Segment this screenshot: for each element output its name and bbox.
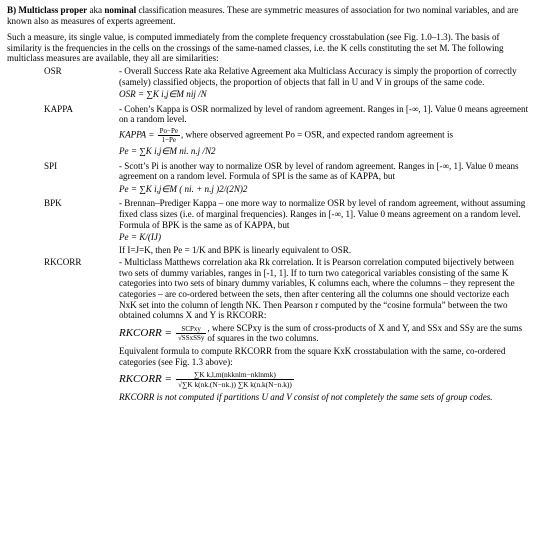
rkcorr-description: - Multiclass Matthews correlation aka Rk correlation. It is Pearson correlation computed bijectively between two sets of dummy variables, ranges in [-1, 1]. If to turn two categorical variables consisting of the same K categories into two sets of binary dummy variables, K columns each, where the columns – they represent the categories – are co-ordered between the sets, then after centering all the columns one should vectorize each NxK set into the column of length NK. Then Pearson r computed by the “cosine formula” between the two obtained columns X and Y is RKCORR: [119, 257, 515, 321]
entry-osr [7, 66, 533, 102]
rkcorr-fraction-1: $\frac{\text{SCPxy}}{\text{√SSxSSy}}$ [177, 324, 205, 342]
rkcorr-fraction-2: $\frac{\text{∑K k,l,m(nkknlm−nklnmk)}}{\text{√∑K k(nk.(N−nk.)) ∑K k(n.k(N−n.k))}}$ [177, 370, 292, 390]
kappa-expected-formula: Pe = ∑K i,j∈M ni. n.j /N2 [119, 145, 216, 156]
osr-description: - Overall Success Rate aka Relative Agreement aka Multiclass Accuracy is simply the proportion of correctly (samely) classified objects, the proportion of objects that fall in U and V in groups of the same code. [119, 65, 517, 87]
intro-paragraph: Such a measure, its single value, is computed immediately from the complete frequency crosstabulation (see Fig. 1.0–1.3). The basis of similarity is the frequencies in the cells on the crossings of the same-named classes, i.e. the K cells constituting the set M. The following multiclass measures are available, they all are similarities: [7, 32, 504, 64]
code-rkcorr: RKCORR [44, 257, 82, 268]
code-spi: SPI [44, 160, 58, 171]
code-kappa: KAPPA [44, 103, 73, 114]
rkcorr-equivalent-text: Equivalent formula to compute RKCORR from the square KxK crosstabulation with the same, co-ordered categories (see Fig. 1.3 above): [119, 346, 506, 367]
bpk-note: If I=J=K, then Pe = 1/K and BPK is linearly equivalent to OSR. [119, 244, 352, 255]
entry-spi [7, 161, 533, 197]
code-bpk: BPK [44, 198, 62, 209]
entry-kappa [7, 104, 533, 159]
kappa-formula: KAPPA = $\frac{Po-Pe}{1-Pe}$ , where observed agreement Po = OSR, and expected random agreement is [119, 126, 454, 144]
rkcorr-formula-1: RKCORR = $\frac{\text{SCPxy}}{\text{√SSxSSy}}$ , where SCPxy is the sum of cross-products of X and Y, and SSx and SSy are the sums of squares in the two columns. [119, 322, 523, 344]
kappa-description: - Cohen’s Kappa is OSR normalized by level of random agreement. Ranges in [-∞, 1]. Value 0 means agreement on a random level. [119, 103, 529, 125]
kappa-fraction: $\frac{Po-Pe}{1-Pe}$ [159, 126, 178, 144]
section-heading: B) Multiclass proper aka nominal classification measures. These are symmetric measures of association for two nominal variables, and are known also as measures of experts agreement. [7, 5, 519, 26]
entry-bpk [7, 198, 533, 255]
entry-rkcorr [7, 257, 533, 403]
code-osr: OSR [44, 65, 62, 76]
bpk-formula: Pe = K/(IJ) [119, 232, 161, 243]
spi-formula: Pe = ∑K i,j∈M ( ni. + n.j )2/(2N)2 [119, 183, 248, 194]
spi-description: - Scott’s Pi is another way to normalize OSR by level of random agreement. Ranges in [-∞, 1]. Value 0 means agreement on a random level. Formula of SPI is the same as of KAPPA, but [119, 160, 519, 182]
bpk-description: - Brennan–Prediger Kappa – one more way to normalize OSR by level of random agreement, without assuming fixed class sizes (i.e. of marginal frequencies). Ranges in [-∞, 1]. Value 0 means agreement on a random level. Formula of BPK is the same as of KAPPA, but [119, 198, 526, 230]
rkcorr-footer: RKCORR is not computed if partitions U and V consist of not completely the same sets of group codes. [119, 392, 493, 403]
rkcorr-formula-2: RKCORR = $\frac{\text{∑K k,l,m(nkknlm−nklnmk)}}{\text{√∑K k(nk.(N−nk.)) ∑K k(n.k(N−n.k))}}$ [119, 370, 292, 390]
osr-formula: OSR = ∑K i,j∈M nij /N [119, 89, 207, 100]
